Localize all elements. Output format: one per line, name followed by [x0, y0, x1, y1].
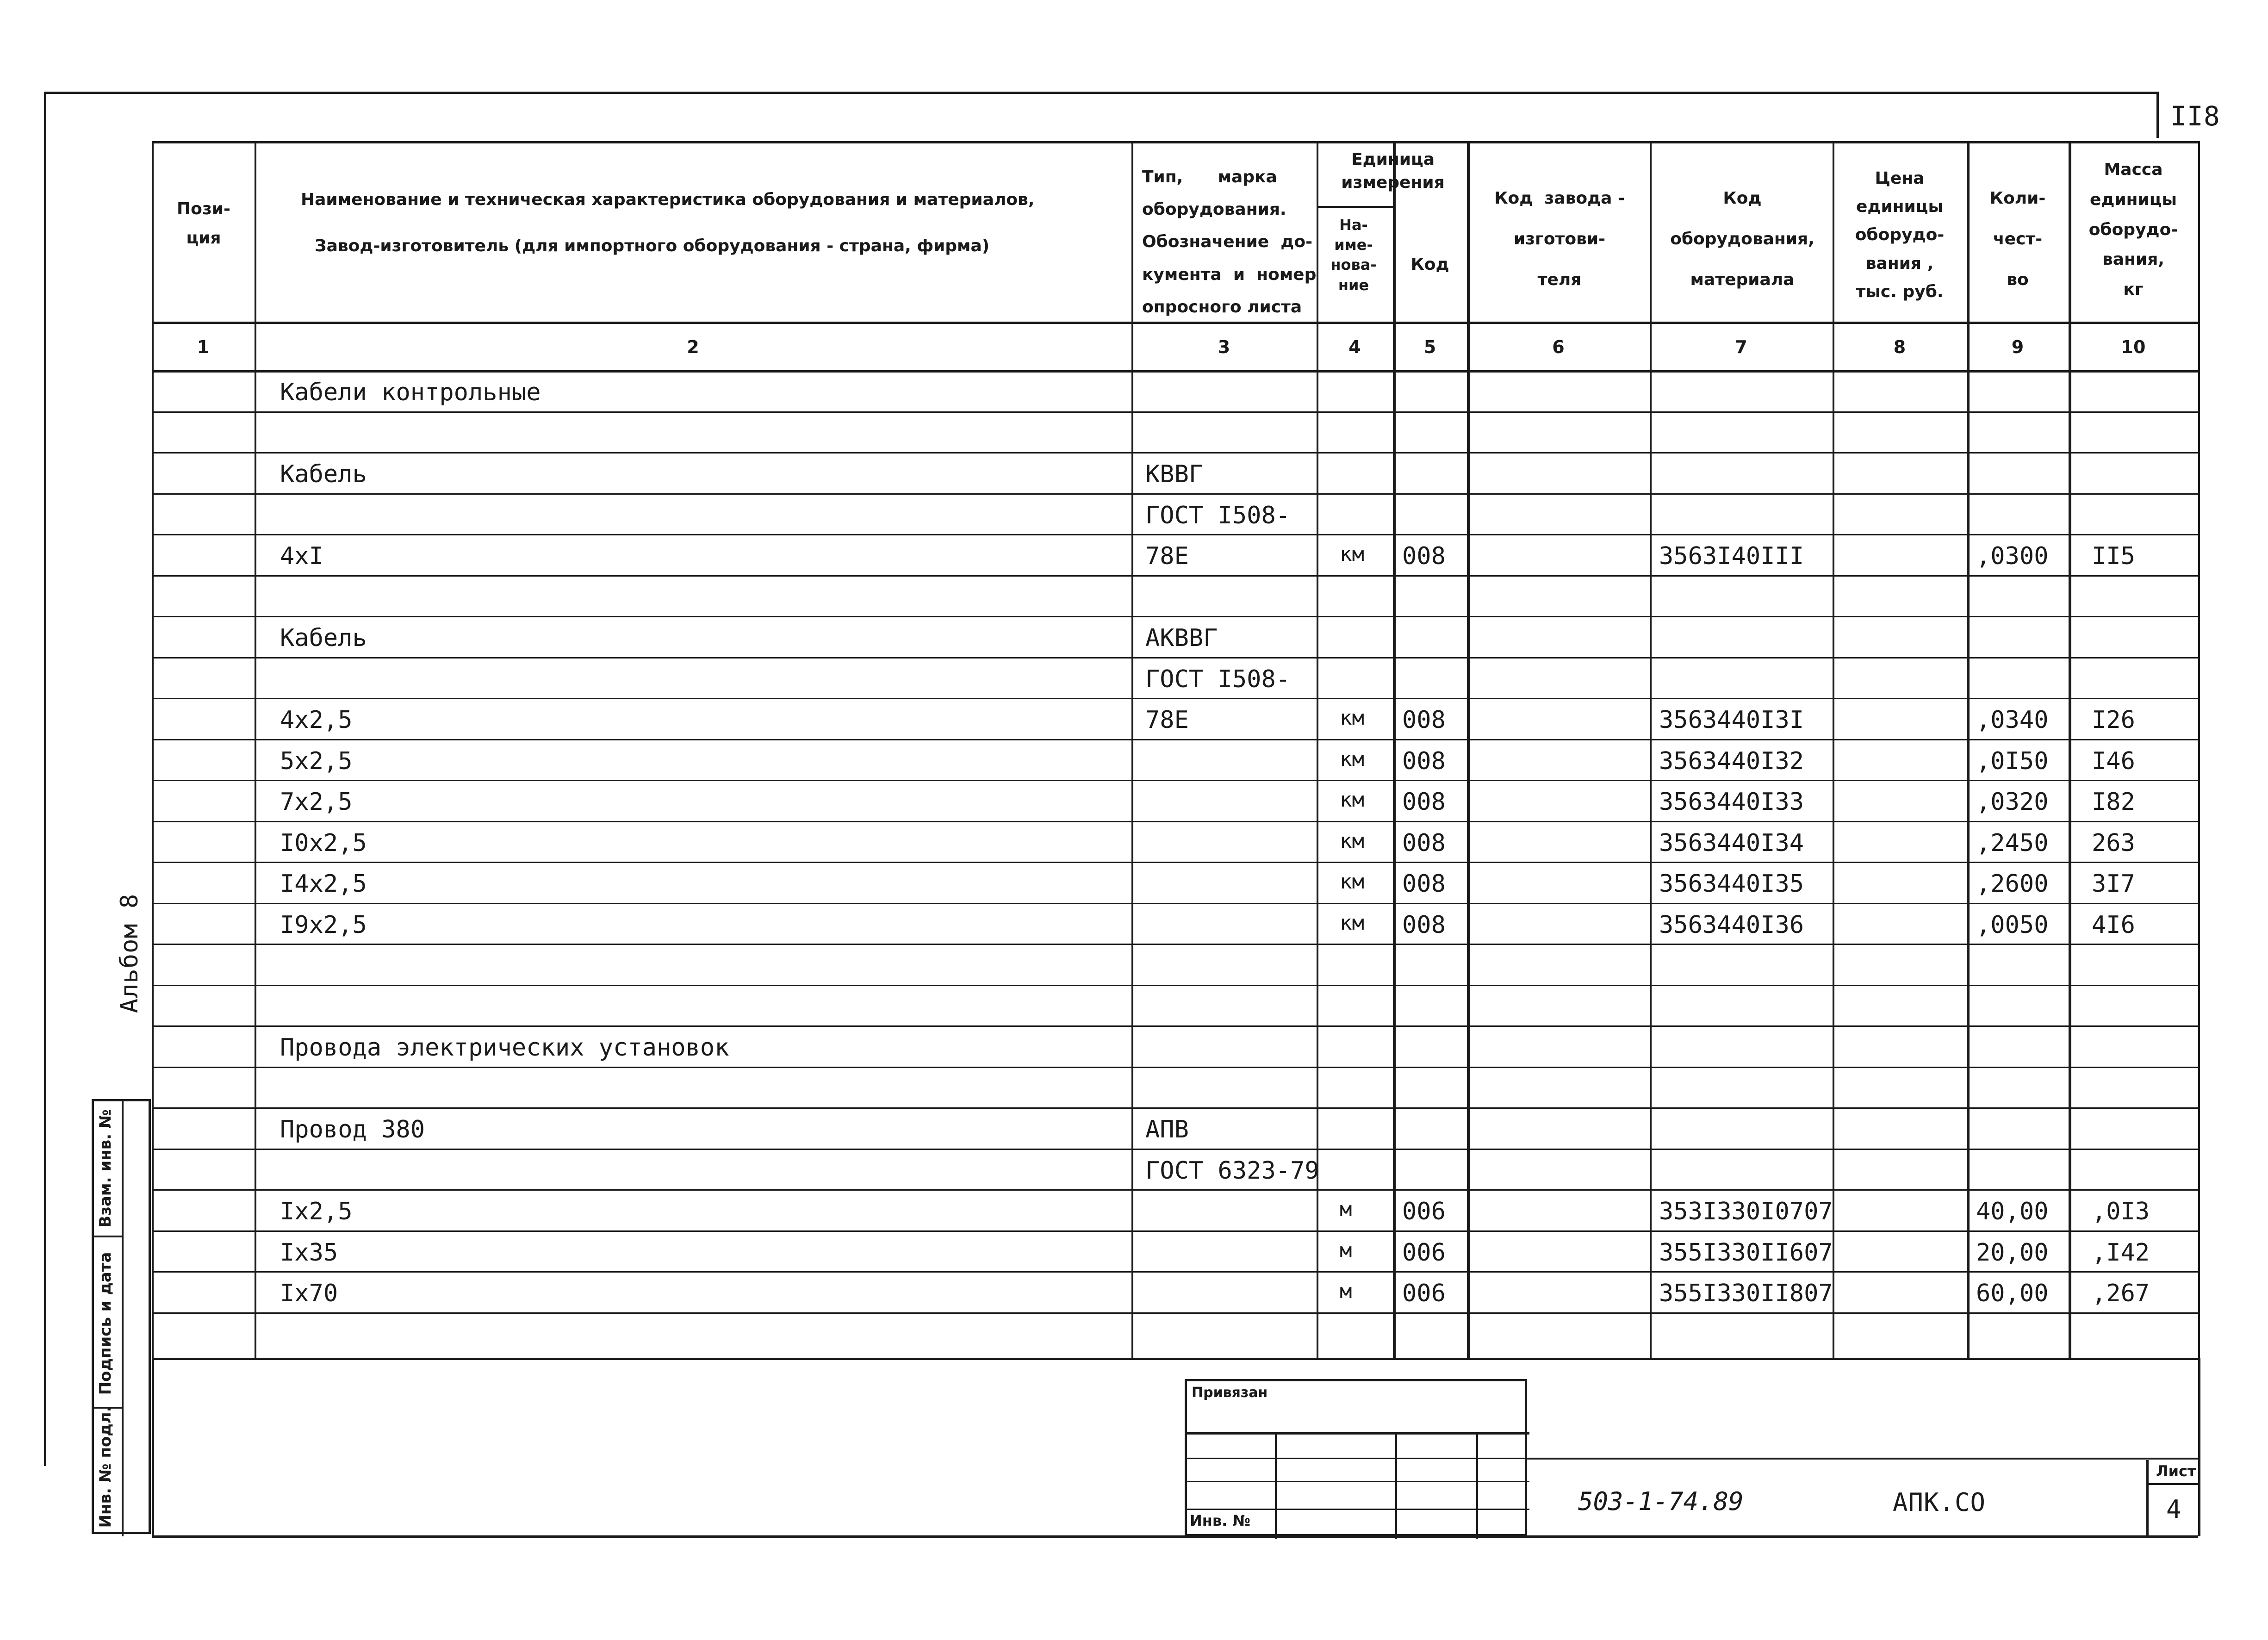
table-row [0, 985, 2268, 1026]
cell-name: Кабели контрольные [280, 379, 541, 406]
cell-equipment-code: 3563440I33 [1659, 788, 1804, 816]
cell-quantity: ,0I50 [1976, 747, 2049, 775]
cell-mass: ,I42 [2092, 1238, 2150, 1267]
cell-name: Провод 380 [280, 1116, 425, 1143]
column-number-5: 5 [1423, 337, 1436, 357]
cell-name: I0x2,5 [280, 829, 367, 857]
header-col9: Коли- чест- во [1989, 189, 2046, 290]
header-col6: Код завода - изготови- теля [1494, 189, 1625, 290]
cell-name: Ix2,5 [280, 1198, 353, 1225]
cell-mass: I82 [2092, 788, 2135, 816]
cell-unit-code: 008 [1402, 829, 1446, 857]
table-row [0, 370, 2268, 411]
sheet-code: АПК.СО [1893, 1488, 1986, 1517]
cell-mass: ,267 [2092, 1280, 2150, 1307]
stamp-inv-podl: Инв. № подл. [96, 1406, 115, 1528]
table-row [0, 575, 2268, 616]
cell-unit: м [1340, 1238, 1352, 1262]
header-col10: Масса единицы оборудо- вания, кг [2088, 160, 2178, 299]
cell-unit: км [1340, 542, 1364, 566]
lower-frame-right [2198, 1358, 2200, 1536]
sheet-number-box [2146, 1460, 2198, 1535]
cell-unit: км [1340, 870, 1364, 894]
header-col7: Код оборудования, материала [1670, 189, 1814, 290]
units-group-divider [1317, 206, 1393, 208]
table-row [0, 1230, 2268, 1272]
cell-unit-code: 008 [1402, 870, 1446, 898]
column-number-1: 1 [197, 337, 210, 357]
column-number-9: 9 [2011, 337, 2024, 357]
cell-name: 7x2,5 [280, 788, 353, 816]
header-col5: Код [1411, 255, 1449, 274]
table-row [0, 452, 2268, 493]
table-row [0, 862, 2268, 903]
column-number-2: 2 [687, 337, 699, 357]
cell-type: 78Е [1145, 542, 1189, 570]
cell-name: I4x2,5 [280, 870, 367, 898]
column-number-7: 7 [1735, 337, 1747, 357]
cell-mass: 3I7 [2092, 870, 2135, 898]
header-col2-line1: Наименование и техническая характеристика оборудования и материалов, [301, 190, 1035, 209]
cell-equipment-code: 3563440I35 [1659, 870, 1804, 898]
cell-unit: км [1340, 747, 1364, 771]
document-code: 503-1-74.89 [1578, 1487, 1744, 1516]
table-row [0, 698, 2268, 739]
table-row [0, 1107, 2268, 1149]
column-number-10: 10 [2121, 337, 2146, 357]
cell-unit-code: 008 [1402, 788, 1446, 816]
cell-mass: I26 [2092, 706, 2135, 734]
cell-equipment-code: 3563440I36 [1659, 911, 1804, 939]
table-row [0, 821, 2268, 862]
cell-name: I9x2,5 [280, 911, 367, 939]
cell-equipment-code: 3563I40III [1659, 542, 1804, 570]
table-row [0, 616, 2268, 657]
header-col3: Тип, марка оборудования. Обозначение до- кумента и номер опросного листа [1142, 168, 1317, 317]
table-row [0, 1025, 2268, 1067]
table-row [0, 1067, 2268, 1108]
cell-unit-code: 008 [1402, 911, 1446, 939]
cell-type: АКВВГ [1145, 624, 1218, 652]
column-number-8: 8 [1893, 337, 1906, 357]
cell-type: ГОСТ I508- [1145, 501, 1291, 529]
table-row [0, 1189, 2268, 1230]
cell-name: Ix70 [280, 1280, 338, 1307]
cell-name: 4xI [280, 542, 323, 570]
cell-mass: ,0I3 [2092, 1198, 2150, 1225]
cell-name: Кабель [280, 460, 367, 488]
cell-mass: II5 [2092, 542, 2135, 570]
header-col4: На- име- нова- ние [1330, 216, 1377, 294]
lower-frame-left [152, 1358, 154, 1536]
cell-mass: 4I6 [2092, 911, 2135, 939]
cell-quantity: ,0300 [1976, 542, 2049, 570]
cell-unit: км [1340, 706, 1364, 730]
table-row [0, 944, 2268, 985]
stamp-privyazan: Привязан [1192, 1385, 1268, 1401]
cell-name: Ix35 [280, 1238, 338, 1267]
cell-quantity: 40,00 [1976, 1198, 2049, 1225]
side-label: Альбом 8 [116, 893, 143, 1013]
cell-unit: м [1340, 1280, 1352, 1303]
cell-name: 5x2,5 [280, 747, 353, 775]
cell-type: АПВ [1145, 1116, 1189, 1143]
title-block-privyazka [1185, 1379, 1527, 1536]
cell-unit: км [1340, 788, 1364, 812]
cell-equipment-code: 3563440I32 [1659, 747, 1804, 775]
sheet-number-top: II8 [2170, 100, 2220, 132]
title-block-top-line [1527, 1458, 2198, 1460]
cell-quantity: ,2600 [1976, 870, 2049, 898]
cell-type: КВВГ [1145, 460, 1204, 488]
cell-unit-code: 008 [1402, 542, 1446, 570]
stamp-vzam-inv: Взам. инв. № [96, 1109, 115, 1228]
cell-name: 4x2,5 [280, 706, 353, 734]
table-row [0, 780, 2268, 821]
cell-equipment-code: 355I330II607 [1659, 1238, 1833, 1267]
cell-name: Кабель [280, 624, 367, 652]
table-row [0, 411, 2268, 453]
cell-quantity: ,0320 [1976, 788, 2049, 816]
cell-equipment-code: 3563440I34 [1659, 829, 1804, 857]
list-number: 4 [2166, 1495, 2182, 1524]
cell-quantity: 60,00 [1976, 1280, 2049, 1307]
header-col8: Цена единицы оборудо- вания , тыс. руб. [1855, 169, 1945, 301]
cell-unit-code: 006 [1402, 1280, 1446, 1307]
cell-equipment-code: 3563440I3I [1659, 706, 1804, 734]
table-row [0, 1312, 2268, 1354]
cell-equipment-code: 355I330II807 [1659, 1280, 1833, 1307]
cell-unit-code: 006 [1402, 1238, 1446, 1267]
cell-type: ГОСТ I508- [1145, 665, 1291, 693]
cell-unit-code: 008 [1402, 747, 1446, 775]
table-row [0, 1271, 2268, 1312]
stamp-podpis-data: Подпись и дата [96, 1252, 115, 1395]
cell-unit-code: 006 [1402, 1198, 1446, 1225]
table-row [0, 903, 2268, 944]
header-col1: Пози- ция [177, 199, 230, 248]
cell-mass: 263 [2092, 829, 2135, 857]
cell-type: 78Е [1145, 706, 1189, 734]
lower-frame-bottom [152, 1535, 2198, 1538]
cell-unit: км [1340, 829, 1364, 853]
cell-type: ГОСТ 6323-79 [1145, 1156, 1319, 1185]
cell-quantity: 20,00 [1976, 1238, 2049, 1267]
cell-quantity: ,2450 [1976, 829, 2049, 857]
cell-quantity: ,0050 [1976, 911, 2049, 939]
column-number-3: 3 [1218, 337, 1230, 357]
cell-unit: км [1340, 911, 1364, 935]
cell-unit-code: 008 [1402, 706, 1446, 734]
table-row [0, 657, 2268, 698]
table-row [0, 493, 2268, 534]
cell-unit: м [1340, 1198, 1352, 1221]
table-row [0, 1149, 2268, 1190]
header-units-group: Единица измерения [1341, 150, 1445, 193]
table-row [0, 534, 2268, 575]
cell-mass: I46 [2092, 747, 2135, 775]
table-top-border [152, 141, 2198, 143]
table-bottom-border [152, 1358, 2198, 1360]
table-row [0, 739, 2268, 780]
cell-quantity: ,0340 [1976, 706, 2049, 734]
cell-name: Провода электрических установок [280, 1034, 729, 1062]
list-label: Лист [2156, 1462, 2196, 1480]
column-number-4: 4 [1348, 337, 1361, 357]
stamp-inv-no: Инв. № [1190, 1512, 1250, 1529]
header-col2-line2: Завод-изготовитель (для импортного оборудования - страна, фирма) [315, 236, 990, 255]
column-number-6: 6 [1552, 337, 1565, 357]
cell-equipment-code: 353I330I0707 [1659, 1198, 1833, 1225]
